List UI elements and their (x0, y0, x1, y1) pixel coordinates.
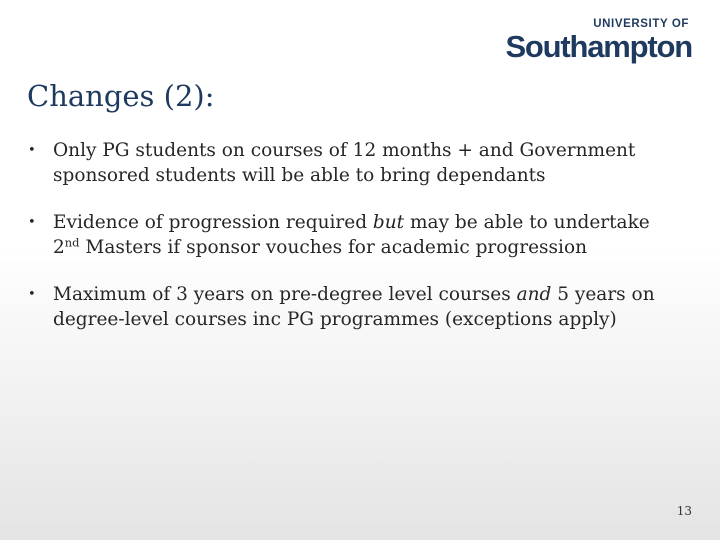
bullet-marker: • (28, 215, 36, 230)
bullet-marker: • (28, 143, 36, 158)
bullet-item-2 (26, 210, 666, 260)
bullet-text-part: Maximum of 3 years on pre-degree level courses (53, 284, 517, 305)
slide-title: Changes (2): (27, 79, 215, 113)
logo-line-2: Southampton (505, 29, 692, 64)
ordinal-superscript: nd (64, 235, 80, 250)
bullet-text: Only PG students on courses of 12 months + and Government sponsored students will be able to bring dependants (53, 140, 636, 186)
bullet-text-part: Evidence of progression required (53, 212, 373, 233)
bullet-marker: • (28, 287, 36, 302)
bullet-text-part: may be able to undertake 2 (53, 212, 650, 258)
logo-line-1: UNIVERSITY OF (593, 18, 689, 30)
bullet-list (26, 138, 666, 354)
bullet-item-1 (26, 138, 666, 188)
emphasis-text: and (516, 284, 552, 305)
bullet-text-part: 5 years on degree-level courses inc PG programmes (exceptions apply) (53, 284, 655, 330)
bullet-item-3 (26, 282, 666, 332)
bullet-text-part: Masters if sponsor vouches for academic progression (79, 237, 587, 258)
page-number: 13 (676, 504, 692, 518)
emphasis-text: but (372, 212, 405, 233)
university-logo (505, 17, 692, 63)
